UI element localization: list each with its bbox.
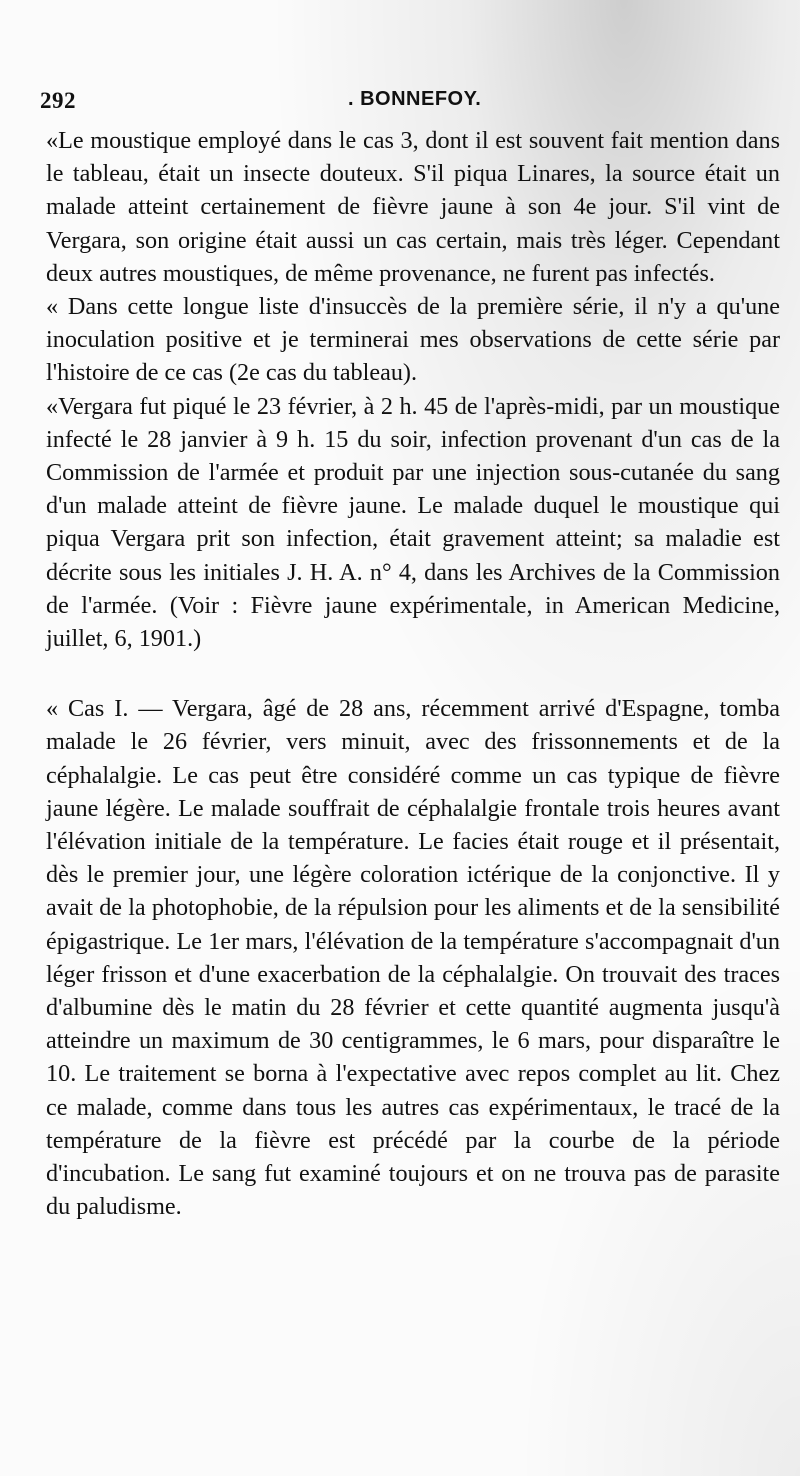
page-header (40, 88, 780, 118)
paragraph-vergara-pique: «Vergara fut piqué le 23 février, à 2 h. 45 de l'après-midi, par un moustique infecté le 28 janvier à 9 h. 15 du soir, infection provenant d'un cas de la Commission de l'armée et produit par une injection sous-cutanée du sang d'un malade atteint de fièvre jaune. Le malade duquel le moustique qui piqua Vergara prit son infection, était gravement atteint; sa maladie est décrite sous les initiales J. H. A. n° 4, dans les Archives de la Commission de l'armée. (Voir : Fièvre jaune expérimentale, in American Medicine, juillet, 6, 1901.) (46, 392, 780, 653)
paragraph-cas-1: « Cas I. — Vergara, âgé de 28 ans, récemment arrivé d'Espagne, tomba malade le 26 février, vers minuit, avec des frissonnements et de la céphalalgie. Le cas peut être considéré comme un cas typique de fièvre jaune légère. Le malade souffrait de céphalalgie frontale trois heures avant l'élévation initiale de la température. Le facies était rouge et il présentait, dès le premier jour, une légère coloration ictérique de la conjonctive. Il y avait de la photophobie, de la répulsion pour les aliments et de la sensibilité épigastrique. Le 1er mars, l'élévation de la température s'accompagnait d'un léger frisson et d'une exacerbation de la céphalalgie. On trouvait des traces d'albumine dès le matin du 28 février et cette quantité augmenta jusqu'à atteindre un maximum de 30 centigrammes, le 6 mars, pour disparaître le 10. Le traitement se borna à l'expectative avec repos complet au lit. Chez ce malade, comme dans tous les autres cas expérimentaux, le tracé de la température de la fièvre est précédé par la courbe de la période d'incubation. Le sang fut examiné toujours et on ne trouva pas de parasite du paludisme. (46, 695, 780, 1221)
body-text (46, 124, 780, 1224)
page-number: 292 (40, 88, 76, 113)
running-head: . BONNEFOY. (348, 88, 482, 110)
paragraph-moustique-cas-3: «Le moustique employé dans le cas 3, dont il est souvent fait mention dans le tableau, était un insecte douteux. S'il piqua Linares, la source était un malade atteint certainement de fièvre jaune à son 4e jour. S'il vint de Vergara, son origine était aussi un cas certain, mais très léger. Cependant deux autres moustiques, de même provenance, ne furent pas infectés. (46, 127, 780, 287)
paragraph-liste-insucces: « Dans cette longue liste d'insuccès de la première série, il n'y a qu'une inoculation positive et je terminerai mes observations de cette série par l'histoire de ce cas (2e cas du tableau). (46, 293, 780, 387)
